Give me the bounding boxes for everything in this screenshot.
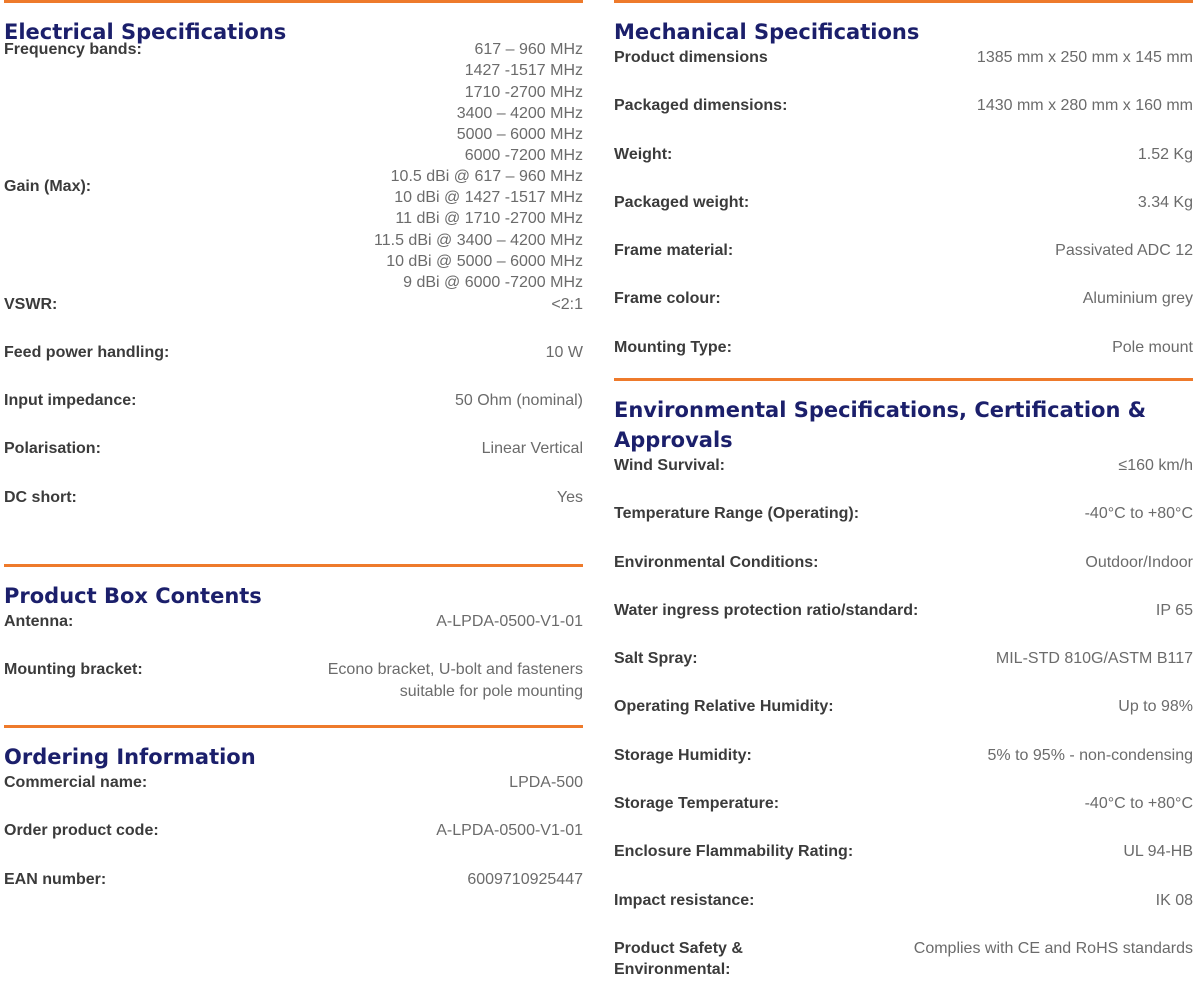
spec-value-line: 6000 -7200 MHz	[464, 147, 583, 165]
spec-row	[614, 503, 1193, 524]
spec-row	[4, 166, 583, 294]
spec-value-line: Complies with CE and RoHS standards	[913, 939, 1193, 957]
spec-value-line: -40°C to +80°C	[1084, 505, 1193, 523]
spec-row	[614, 552, 1193, 573]
spec-label: Frame colour:	[614, 290, 721, 308]
spec-value-line: 1385 mm x 250 mm x 145 mm	[976, 49, 1193, 66]
spec-row	[614, 841, 1193, 862]
environmental-title	[614, 381, 1193, 455]
spec-row	[4, 390, 583, 411]
spec-row	[614, 240, 1193, 261]
spec-label: EAN number:	[4, 870, 107, 888]
spec-value-line: -40°C to +80°C	[1084, 795, 1193, 813]
spec-value	[557, 487, 583, 508]
spec-row	[4, 438, 583, 459]
spec-value-line: 617 – 960 MHz	[474, 41, 583, 58]
electrical-specifications-section	[4, 0, 583, 564]
spec-label: Antenna:	[4, 613, 74, 630]
spec-value-line: Yes	[556, 488, 583, 506]
spec-value-line: <2:1	[551, 295, 583, 313]
spec-value-line: 50 Ohm (nominal)	[454, 392, 583, 410]
spec-row	[4, 820, 583, 841]
spec-value	[1085, 793, 1193, 814]
spec-label: Wind Survival:	[614, 457, 725, 474]
spec-value	[1123, 841, 1193, 862]
spec-label: Impact resistance:	[614, 891, 755, 909]
spec-row	[614, 696, 1193, 717]
environmental-section	[614, 378, 1193, 980]
spec-label: Input impedance:	[4, 392, 137, 410]
spec-value	[374, 166, 583, 294]
spec-label: Packaged weight:	[614, 193, 750, 211]
spec-value-line: 5% to 95% - non-condensing	[987, 746, 1193, 764]
box-rows	[4, 611, 583, 702]
spec-row	[614, 890, 1193, 911]
spec-value	[1118, 696, 1193, 717]
spec-row	[614, 745, 1193, 766]
spec-value	[1156, 600, 1193, 621]
spec-label: Frame material:	[614, 242, 734, 260]
spec-label: Storage Temperature:	[614, 795, 780, 813]
spec-value	[914, 938, 1193, 959]
spec-value-line: 1.52 Kg	[1137, 145, 1193, 163]
spec-value	[1156, 890, 1193, 911]
spec-row	[4, 611, 583, 632]
product-box-contents-title: Product Box Contents	[4, 584, 262, 608]
ordering-information-section	[4, 725, 583, 890]
spec-label: Temperature Range (Operating):	[614, 505, 860, 523]
spec-label: Environmental Conditions:	[614, 553, 819, 571]
spec-value-line: 10 dBi @ 5000 – 6000 MHz	[386, 252, 583, 270]
spec-row	[4, 39, 583, 167]
spec-value-line: 10.5 dBi @ 617 – 960 MHz	[390, 167, 583, 185]
mechanical-specifications-title: Mechanical Specifications	[614, 20, 920, 44]
spec-label: Frequency bands:	[4, 41, 142, 58]
spec-value-line: Econo bracket, U-bolt and fasteners	[327, 661, 583, 679]
spec-value	[1055, 240, 1193, 261]
product-box-contents-section	[4, 564, 583, 725]
spec-value-line: LPDA-500	[509, 774, 583, 791]
environmental-title-line1: Environmental Specifications, Certification &	[614, 398, 1147, 422]
spec-value	[328, 659, 583, 702]
spec-row	[4, 294, 583, 315]
spec-row	[4, 342, 583, 363]
spec-value-line: IK 08	[1155, 891, 1193, 909]
spec-value	[1118, 455, 1193, 476]
spec-value	[457, 39, 583, 167]
environmental-rows	[614, 455, 1193, 980]
mechanical-specifications-section	[614, 0, 1193, 378]
spec-label: Storage Humidity:	[614, 746, 752, 764]
spec-value	[1112, 337, 1193, 358]
spec-value	[482, 438, 583, 459]
spec-label: Commercial name:	[4, 774, 148, 791]
spec-row	[614, 337, 1193, 358]
spec-value-line: 3.34 Kg	[1137, 193, 1193, 211]
spec-value	[1085, 552, 1193, 573]
spec-value	[996, 648, 1193, 669]
spec-value	[467, 869, 583, 890]
spec-row	[614, 288, 1193, 309]
spec-label: Enclosure Flammability Rating:	[614, 843, 854, 861]
spec-value-line: A-LPDA-0500-V1-01	[436, 822, 583, 840]
spec-value-line: 3400 – 4200 MHz	[456, 104, 583, 122]
spec-value	[977, 95, 1193, 116]
spec-value	[1085, 503, 1193, 524]
spec-label: Water ingress protection ratio/standard:	[614, 601, 919, 619]
spec-row	[614, 144, 1193, 165]
spec-label: Gain (Max):	[4, 177, 92, 195]
spec-row	[614, 600, 1193, 621]
mechanical-rows	[614, 47, 1193, 358]
left-column	[4, 0, 583, 890]
spec-value-line: 11 dBi @ 1710 -2700 MHz	[395, 210, 583, 228]
spec-label: Polarisation:	[4, 440, 101, 458]
spec-value-line: A-LPDA-0500-V1-01	[436, 613, 583, 630]
spec-label: Order product code:	[4, 822, 159, 840]
spec-value-line: Outdoor/Indoor	[1085, 553, 1193, 571]
spec-value	[509, 772, 583, 793]
electrical-rows	[4, 39, 583, 508]
spec-label-line: Product Safety &	[614, 939, 743, 957]
spec-row	[614, 793, 1193, 814]
spec-value	[436, 820, 583, 841]
spec-label-line: Environmental:	[614, 960, 731, 978]
spec-value-line: 11.5 dBi @ 3400 – 4200 MHz	[374, 231, 583, 249]
electrical-specifications-title: Electrical Specifications	[4, 20, 287, 44]
spec-row	[614, 938, 1193, 980]
spec-row	[614, 192, 1193, 213]
spec-value	[988, 745, 1193, 766]
right-column	[614, 0, 1193, 980]
spec-value-line: Linear Vertical	[481, 440, 583, 458]
spec-value-line: 5000 – 6000 MHz	[456, 126, 583, 144]
spec-label: Salt Spray:	[614, 650, 698, 668]
ordering-rows	[4, 772, 583, 890]
spec-value-line: Pole mount	[1112, 338, 1193, 356]
spec-value-line: ≤160 km/h	[1118, 457, 1193, 474]
spec-row	[614, 455, 1193, 476]
spec-value	[455, 390, 583, 411]
spec-value-line: 6009710925447	[467, 870, 583, 888]
spec-row	[4, 869, 583, 890]
spec-row	[614, 47, 1193, 68]
spec-row	[4, 772, 583, 793]
spec-label: Weight:	[614, 145, 673, 163]
spec-label: DC short:	[4, 488, 77, 506]
spec-value-line: Aluminium grey	[1082, 290, 1193, 308]
spec-value-line: IP 65	[1155, 601, 1193, 619]
spec-value-line: 1427 -1517 MHz	[464, 62, 583, 80]
spec-value-line: MIL-STD 810G/ASTM B117	[995, 650, 1193, 668]
spec-label	[614, 938, 743, 980]
spec-row	[4, 659, 583, 702]
spec-value-line: UL 94-HB	[1123, 843, 1193, 861]
spec-label: Mounting bracket:	[4, 661, 143, 679]
spec-value-line: 1430 mm x 280 mm x 160 mm	[976, 97, 1193, 115]
spec-value	[436, 611, 583, 632]
spec-value	[1138, 192, 1193, 213]
spec-row	[4, 487, 583, 508]
spec-label: VSWR:	[4, 295, 58, 313]
spec-value	[1138, 144, 1193, 165]
environmental-title-line2: Approvals	[614, 428, 733, 452]
spec-value-line: Up to 98%	[1118, 698, 1193, 716]
spec-value-line: 9 dBi @ 6000 -7200 MHz	[403, 274, 583, 292]
spec-value	[551, 294, 583, 315]
spec-value-line: 10 dBi @ 1427 -1517 MHz	[394, 189, 583, 207]
spec-value-line: Passivated ADC 12	[1055, 242, 1193, 260]
spec-row	[614, 95, 1193, 116]
spec-value-line: 1710 -2700 MHz	[464, 83, 583, 101]
spec-value	[977, 47, 1193, 68]
spec-label: Feed power handling:	[4, 343, 170, 361]
spec-label: Packaged dimensions:	[614, 97, 788, 115]
spec-label: Operating Relative Humidity:	[614, 698, 834, 716]
spec-label: Mounting Type:	[614, 338, 732, 356]
ordering-information-title: Ordering Information	[4, 745, 256, 769]
spec-value-line: suitable for pole mounting	[399, 682, 583, 700]
spec-label: Product dimensions	[614, 49, 768, 66]
spec-value-line: 10 W	[545, 343, 583, 361]
spec-value	[546, 342, 583, 363]
spec-row	[614, 648, 1193, 669]
spec-value	[1083, 288, 1193, 309]
